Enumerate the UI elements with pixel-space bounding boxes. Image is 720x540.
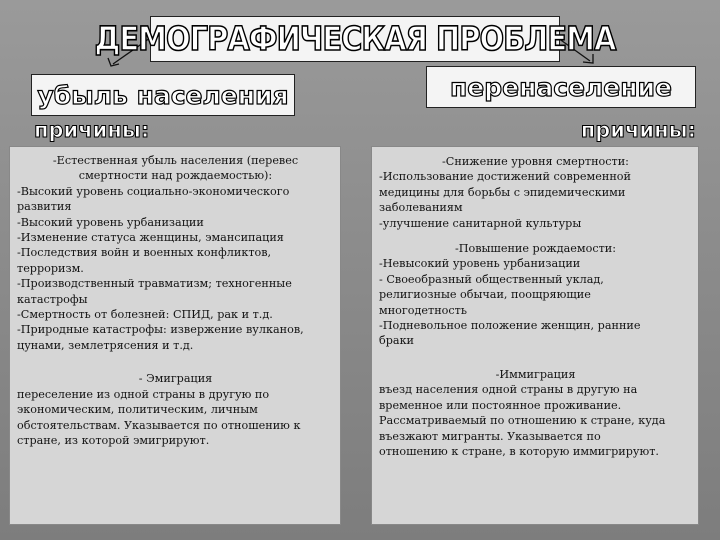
text-line: религиозные обычаи, поощряющие: [379, 288, 591, 302]
text-line: заболеваниям: [379, 201, 463, 215]
text-line: -Снижение уровня смертности:: [442, 155, 629, 168]
text-line: медицины для борьбы с эпидемическими: [379, 185, 626, 199]
text-line: отношению к стране, в которую иммигрируют.: [379, 444, 659, 458]
text-line: катастрофы: [17, 292, 88, 306]
text-line: обстоятельствам. Указывается по отношению к: [17, 418, 301, 432]
text-line: временное или постоянное проживание.: [379, 398, 622, 412]
text-line: -Смертность от болезней: СПИД, рак и т.д.: [17, 308, 273, 322]
left-heading: [31, 74, 295, 116]
text-line: -Производственный травматизм; техногенные: [17, 277, 292, 291]
page-title-text: ДЕМОГРАФИЧЕСКАЯ ПРОБЛЕМА: [94, 19, 616, 59]
text-line: -Иммиграция: [495, 367, 576, 381]
text-line: -Природные катастрофы: извержение вулканов,: [17, 323, 304, 337]
text-line: переселение из одной страны в другую по: [17, 387, 270, 401]
text-line: Рассматриваемый по отношению к стране, куда: [379, 414, 666, 428]
page-title: [94, 16, 616, 62]
right-causes-label: причины:: [580, 118, 696, 142]
text-line: - Своеобразный общественный уклад,: [379, 272, 604, 286]
text-line: -улучшение санитарной культуры: [379, 216, 582, 230]
left-causes-panel: [9, 146, 341, 525]
text-line: -Невысокий уровень урбанизации: [379, 257, 581, 271]
text-line: стране, из которой эмигрируют.: [17, 433, 210, 447]
text-line: многодетность: [379, 303, 467, 317]
text-line: -Высокий уровень социально-экономического: [17, 184, 290, 198]
text-line: -Подневольное положение женщин, ранние: [379, 319, 641, 333]
text-line: браки: [379, 334, 415, 348]
text-line: -Естественная убыль населения (перевес: [52, 154, 299, 167]
text-line: -Использование достижений современной: [379, 170, 631, 184]
right-heading-text: перенаселение: [449, 72, 672, 102]
text-line: смертности над рождаемостью):: [78, 169, 273, 183]
left-causes-label: причины:: [34, 118, 150, 142]
text-line: въезд населения одной страны в другую на: [379, 383, 638, 397]
text-line: -Высокий уровень урбанизации: [17, 215, 204, 229]
text-line: - Эмиграция: [138, 372, 213, 386]
text-line: терроризм.: [17, 261, 84, 275]
text-line: экономическим, политическим, личным: [17, 403, 258, 417]
right-causes-panel: [371, 146, 699, 525]
left-arrowhead-icon: [108, 58, 119, 66]
text-line: -Повышение рождаемости:: [454, 242, 617, 256]
text-line: -Последствия войн и военных конфликтов,: [17, 246, 272, 260]
text-line: въезжают мигранты. Указывается по: [379, 429, 601, 443]
left-heading-text: убыль населения: [37, 80, 289, 110]
text-line: цунами, землетрясения и т.д.: [17, 338, 194, 352]
text-line: -Изменение статуса женщины, эмансипация: [17, 231, 284, 245]
right-heading: [426, 66, 696, 108]
text-line: развития: [17, 200, 72, 214]
